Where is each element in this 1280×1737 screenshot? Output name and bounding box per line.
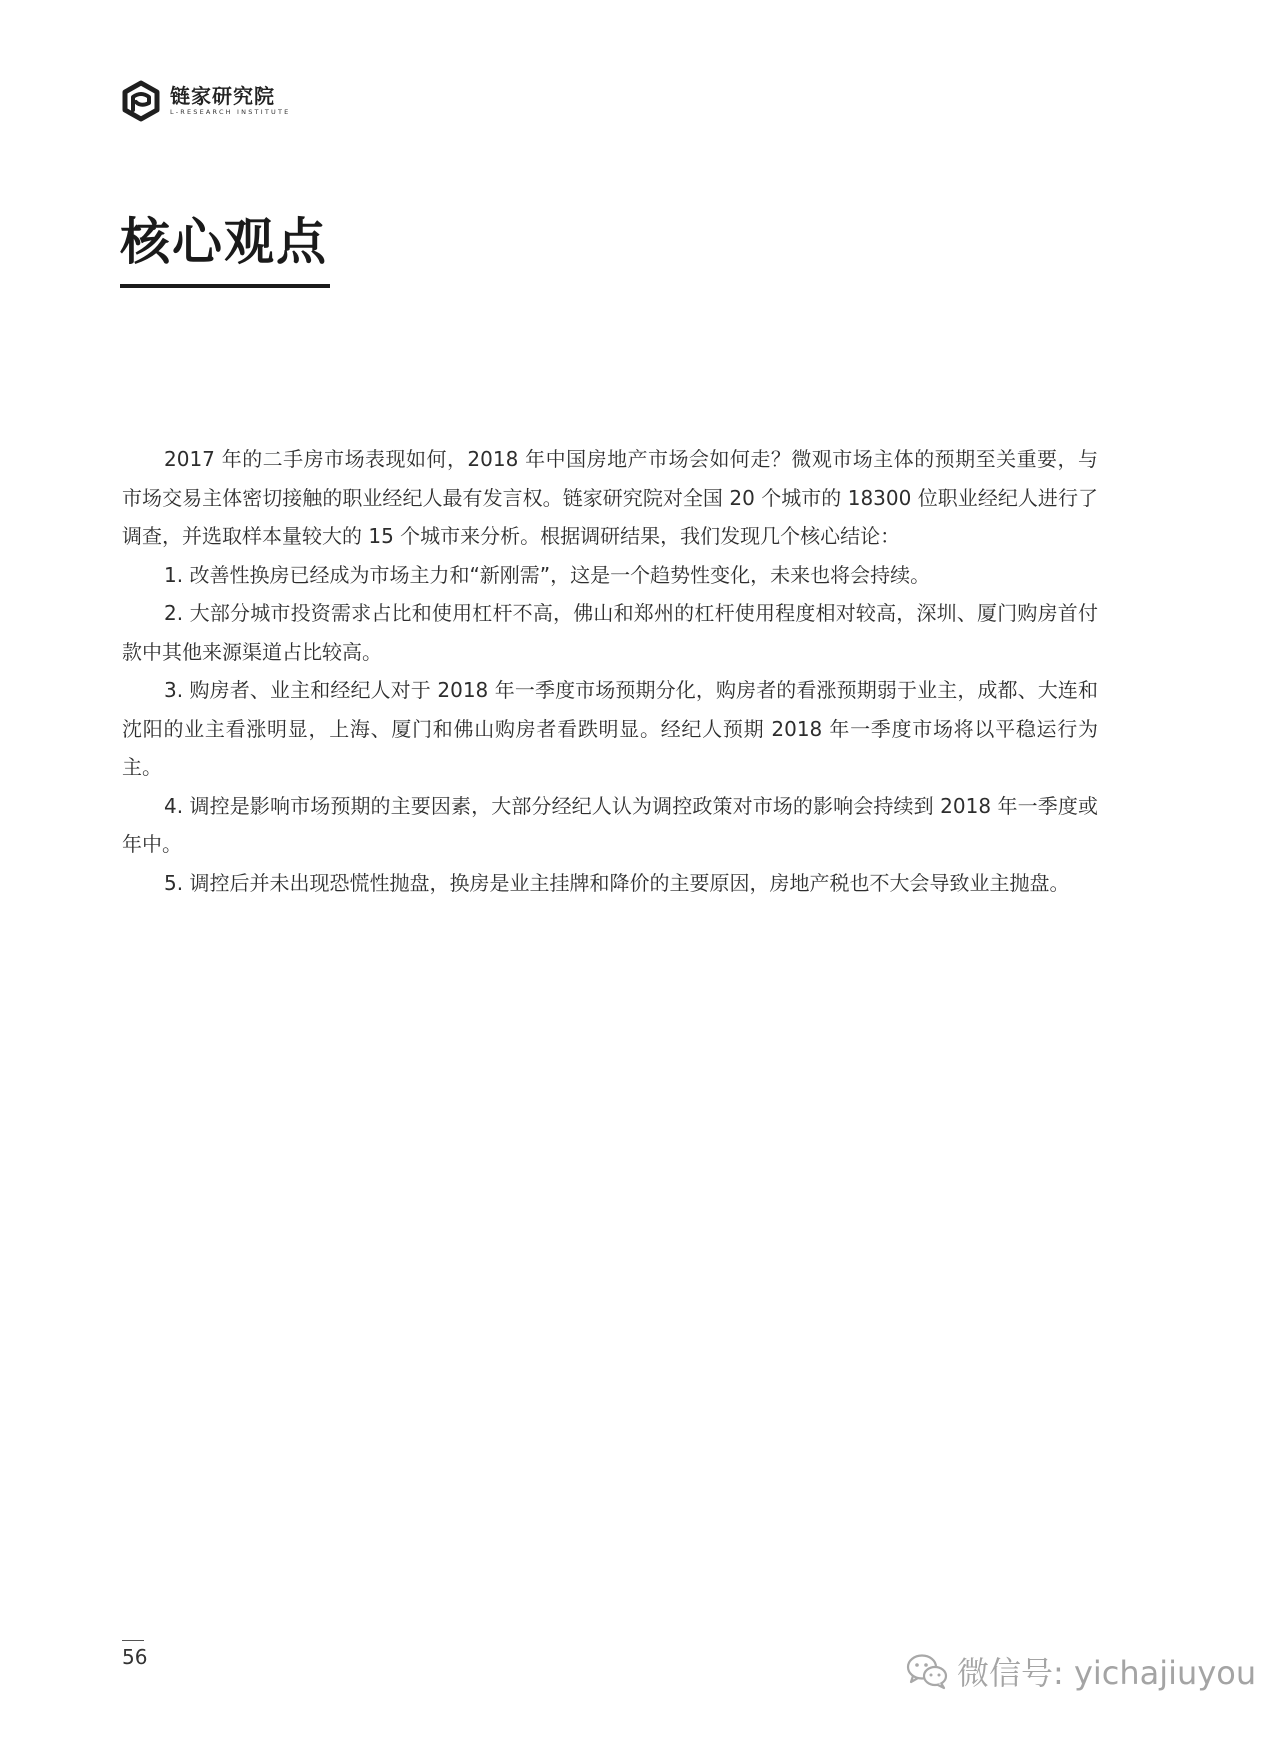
watermark-text: 微信号: yichajiuyou	[957, 1654, 1257, 1692]
title-block	[120, 212, 330, 272]
logo-name: 链家研究院	[170, 84, 275, 109]
page-title: 核心观点	[120, 213, 328, 271]
point-5: 5. 调控后并未出现恐慌性抛盘，换房是业主挂牌和降价的主要原因，房地产税也不大会导致业主抛盘。	[164, 870, 1070, 895]
watermark	[905, 1648, 1256, 1694]
footer-rule	[122, 1640, 144, 1641]
point-2: 2. 大部分城市投资需求占比和使用杠杆不高，佛山和郑州的杠杆使用程度相对较高，深圳、厦门购房首付款中其他来源渠道占比较高。	[122, 601, 1098, 664]
point-1: 1. 改善性换房已经成为市场主力和“新刚需”，这是一个趋势性变化，未来也将会持续。	[164, 562, 931, 587]
point-4: 4. 调控是影响市场预期的主要因素，大部分经纪人认为调控政策对市场的影响会持续到 2018 年一季度或年中。	[122, 793, 1098, 856]
page-number: 56	[122, 1645, 148, 1669]
title-underline	[120, 284, 330, 288]
wechat-icon	[905, 1652, 949, 1690]
intro-paragraph: 2017 年的二手房市场表现如何，2018 年中国房地产市场会如何走？微观市场主体的预期至关重要，与市场交易主体密切接触的职业经纪人最有发言权。链家研究院对全国 20 个城市的 18300 位职业经纪人进行了调查，并选取样本量较大的 15 个城市来分析。根据调研结果，我们发现几个核心结论：	[122, 447, 1098, 548]
logo-text	[170, 86, 290, 116]
logo-mark-icon	[120, 80, 162, 122]
logo-subtitle: L-RESEARCH INSTITUTE	[170, 108, 291, 117]
point-3: 3. 购房者、业主和经纪人对于 2018 年一季度市场预期分化，购房者的看涨预期弱于业主，成都、大连和沈阳的业主看涨明显，上海、厦门和佛山购房者看跌明显。经纪人预期 2018 年一季度市场将以平稳运行为主。	[122, 678, 1098, 779]
body-text	[122, 440, 1098, 902]
header-logo	[120, 80, 290, 122]
